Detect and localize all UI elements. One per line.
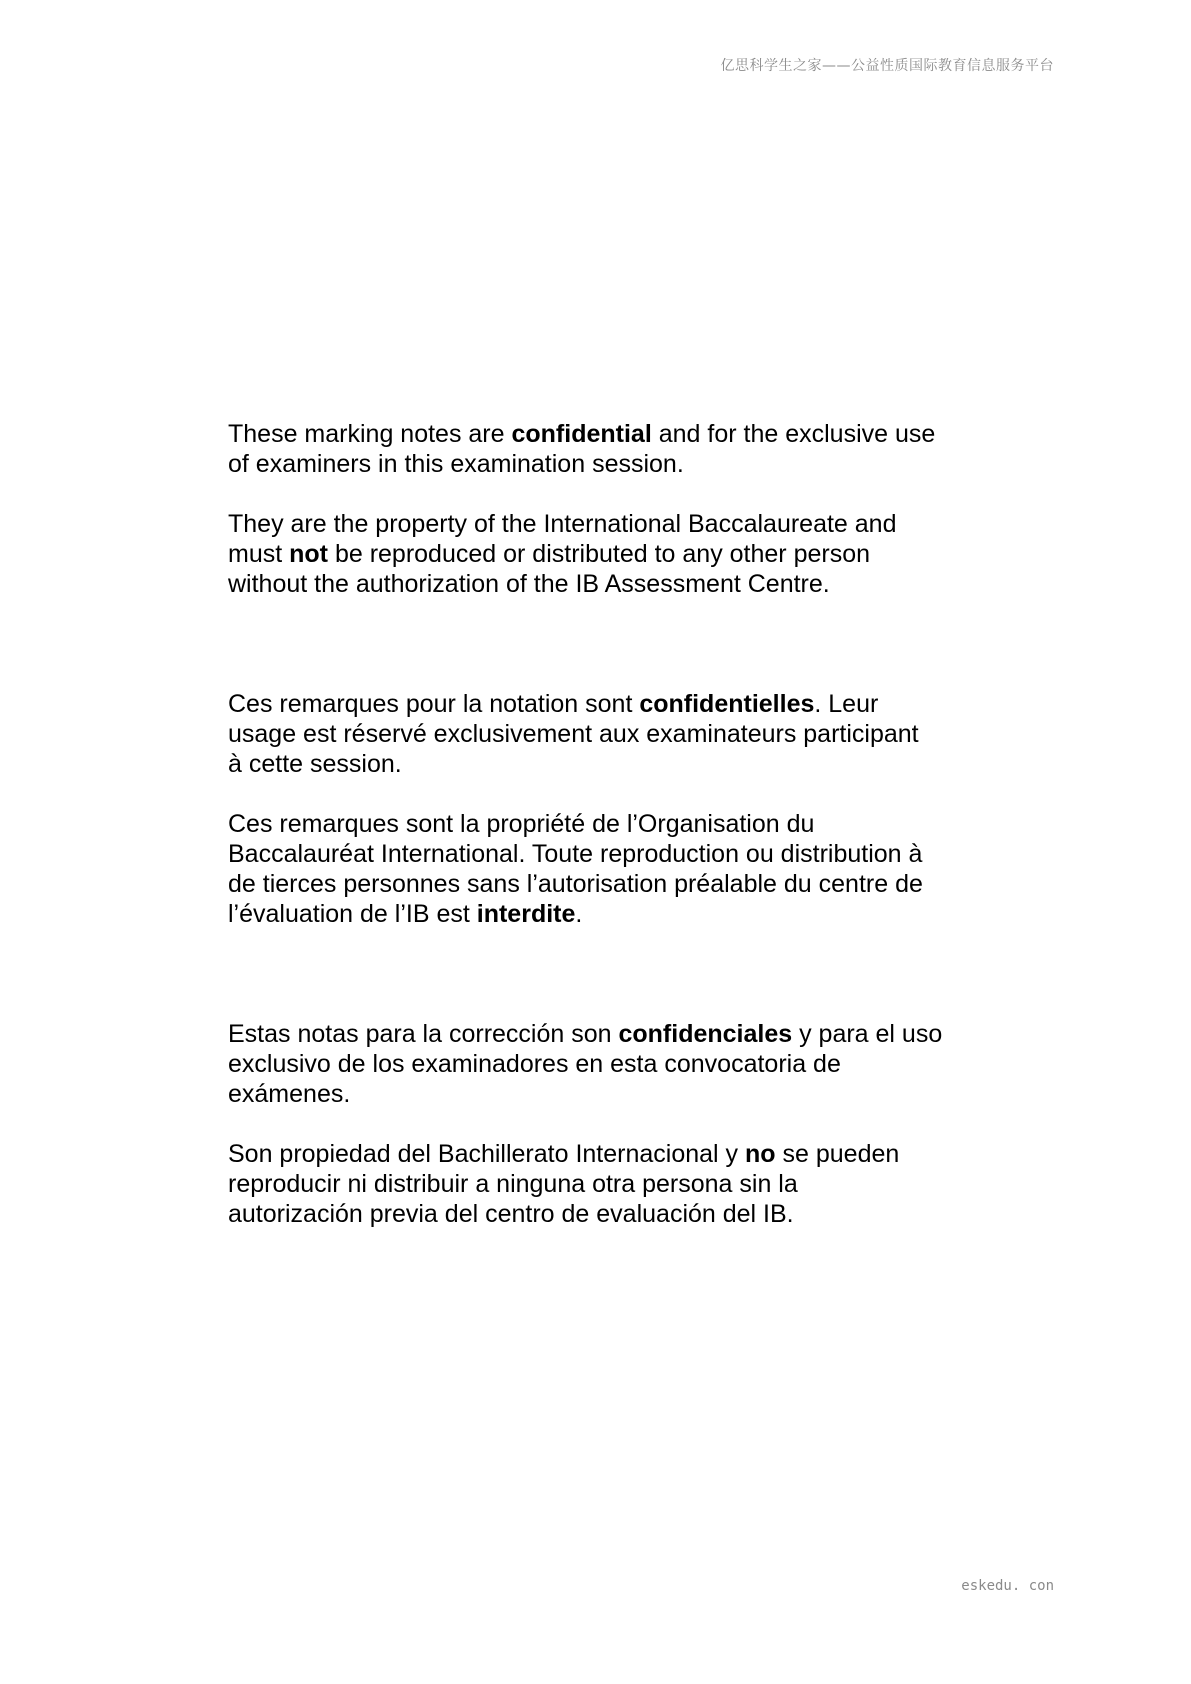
text-segment: They are the property of the International Baccalaureate and must (228, 510, 897, 568)
page-header-watermark: 亿思科学生之家——公益性质国际教育信息服务平台 (720, 58, 1054, 74)
page-footer-watermark: eskedu. con (961, 1578, 1054, 1594)
text-segment: be reproduced or distributed to any other person without the authorization of the IB Assessment Centre. (228, 540, 871, 598)
text-segment: se pueden reproducir ni distribuir a ninguna otra persona sin la autorización previa del centro de evaluación del IB. (228, 1140, 900, 1228)
english-property-paragraph (228, 509, 988, 599)
text-segment: and for the exclusive use of examiners in this examination session. (228, 420, 936, 478)
text-segment: Estas notas para la corrección son (228, 1020, 619, 1048)
spanish-confidential-paragraph (228, 1019, 988, 1109)
spanish-property-paragraph (228, 1139, 988, 1229)
text-segment: Ces remarques pour la notation sont (228, 690, 640, 718)
french-confidential-paragraph (228, 689, 988, 779)
text-segment: These marking notes are (228, 420, 512, 448)
text-segment: y para el uso exclusivo de los examinadores en esta convocatoria de exámenes. (228, 1020, 943, 1108)
bold-keyword: no (745, 1140, 776, 1168)
bold-keyword: confidentielles (639, 690, 815, 718)
french-property-paragraph (228, 809, 988, 929)
bold-keyword: confidential (511, 420, 652, 448)
bold-keyword: not (289, 540, 328, 568)
confidentiality-notice (228, 419, 988, 1229)
text-segment: . (575, 900, 583, 928)
text-segment: Ces remarques sont la propriété de l’Organisation du Baccalauréat International. Toute reproduction ou distribution à de tierces personnes sans l’autorisation préalable du centre de l’évaluation de l’IB est (228, 810, 923, 928)
bold-keyword: interdite (476, 900, 576, 928)
text-segment: Son propiedad del Bachillerato Internacional y (228, 1140, 746, 1168)
english-confidential-paragraph (228, 419, 988, 479)
text-segment: . Leur usage est réservé exclusivement aux examinateurs participant à cette session. (228, 690, 919, 778)
bold-keyword: confidenciales (618, 1020, 793, 1048)
